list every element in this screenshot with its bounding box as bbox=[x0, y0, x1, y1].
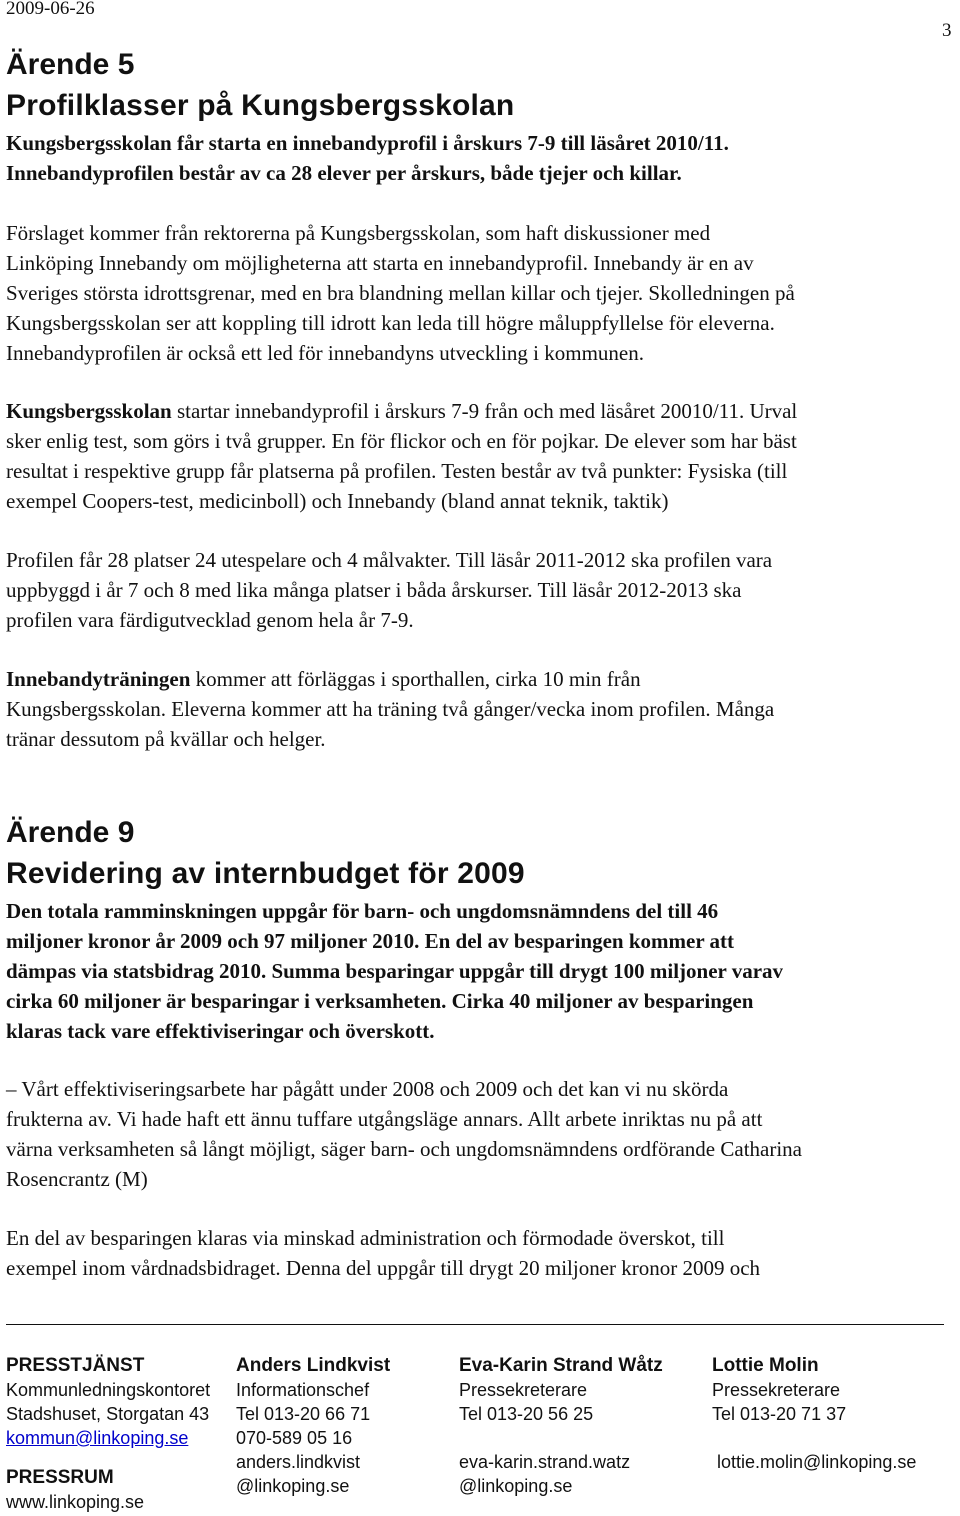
section1-paragraph-2 bbox=[6, 396, 956, 516]
footer-line: Informationschef bbox=[236, 1380, 370, 1400]
section1-paragraph-3 bbox=[6, 545, 956, 635]
text-line: frukterna av. Vi hade haft ett ännu tuffare utgångsläge annars. Allt arbete inriktas nu på att bbox=[6, 1107, 763, 1131]
text-line: dämpas via statsbidrag 2010. Summa besparingar uppgår till drygt 100 miljoner varav bbox=[6, 959, 784, 983]
footer-line: Stadshuset, Storgatan 43 bbox=[6, 1404, 210, 1424]
contact-name: Eva-Karin Strand Wåtz bbox=[459, 1355, 663, 1376]
lead-term: Kungsbergsskolan bbox=[6, 399, 172, 423]
section2-subtitle: Revidering av internbudget för 2009 bbox=[6, 857, 525, 890]
text-line: exempel Coopers-test, medicinboll) och Innebandy (bland annat teknik, taktik) bbox=[6, 489, 669, 513]
section2-paragraph-2 bbox=[6, 1223, 956, 1283]
press-web-link[interactable]: www.linkoping.se bbox=[6, 1492, 145, 1512]
press-email-link[interactable]: kommun@linkoping.se bbox=[6, 1428, 189, 1448]
contact-name: Lottie Molin bbox=[712, 1355, 819, 1376]
section1-paragraph-4 bbox=[6, 664, 956, 754]
page-number: 3 bbox=[942, 20, 952, 41]
text-line: – Vårt effektiviseringsarbete har pågått under 2008 och 2009 och det kan vi nu skörda bbox=[6, 1077, 729, 1101]
text-line: Rosencrantz (M) bbox=[6, 1167, 148, 1191]
footer-line: Pressekreterare bbox=[712, 1380, 841, 1400]
contact-email: eva-karin.strand.watz bbox=[459, 1452, 631, 1472]
text-line bbox=[6, 396, 956, 426]
footer-line: Pressekreterare bbox=[459, 1380, 588, 1400]
footer-line: 070-589 05 16 bbox=[236, 1428, 353, 1448]
footer-line: Kommunledningskontoret bbox=[6, 1380, 211, 1400]
text-line: uppbyggd i år 7 och 8 med lika många platser i båda årskurser. Till läsår 2012-2013 ska bbox=[6, 578, 742, 602]
contact-email: @linkoping.se bbox=[236, 1476, 350, 1496]
text-line: Kungsbergsskolan. Eleverna kommer att ha träning två gånger/vecka inom profilen. Många bbox=[6, 697, 775, 721]
contact-email: lottie.molin@linkoping.se bbox=[717, 1452, 917, 1472]
text-line: Den totala ramminskningen uppgår för barn- och ungdomsnämndens del till 46 bbox=[6, 899, 719, 923]
section2-title: Ärende 9 bbox=[6, 816, 135, 849]
text-line: klaras tack vare effektiviseringar och överskott. bbox=[6, 1019, 435, 1043]
text-run: startar innebandyprofil i årskurs 7-9 från och med läsåret 20010/11. Urval bbox=[171, 399, 798, 423]
section2-quote bbox=[6, 1074, 956, 1194]
text-line: Innebandyprofilen är också ett led för innebandyns utveckling i kommunen. bbox=[6, 341, 644, 365]
text-line: Förslaget kommer från rektorerna på Kungsbergsskolan, som haft diskussioner med bbox=[6, 221, 711, 245]
section1-paragraph-1 bbox=[6, 218, 956, 368]
text-line: profilen vara färdigutvecklad genom hela år 7-9. bbox=[6, 608, 414, 632]
press-room-heading: PRESSRUM bbox=[6, 1467, 114, 1488]
text-line: värna verksamheten så långt möjligt, säger barn- och ungdomsnämndens ordförande Catharina bbox=[6, 1137, 803, 1161]
section1-intro bbox=[6, 128, 956, 188]
text-line bbox=[6, 664, 956, 694]
section1-title: Ärende 5 bbox=[6, 48, 135, 81]
text-line: resultat i respektive grupp får platserna på profilen. Testen består av två punkter: Fysiska (till bbox=[6, 459, 788, 483]
footer-contact-molin bbox=[712, 1354, 916, 1474]
text-line: sker enlig test, som görs i två grupper. En för flickor och en för pojkar. De elever som har bäst bbox=[6, 429, 797, 453]
text-line: Linköping Innebandy om möjligheterna att starta en innebandyprofil. Innebandy är en av bbox=[6, 251, 754, 275]
footer-contact-lindkvist bbox=[236, 1354, 390, 1498]
press-service-heading: PRESSTJÄNST bbox=[6, 1355, 145, 1376]
footer-line: Tel 013-20 66 71 bbox=[236, 1404, 371, 1424]
text-run: kommer att förläggas i sporthallen, cirka 10 min från bbox=[190, 667, 641, 691]
contact-name: Anders Lindkvist bbox=[236, 1355, 391, 1376]
section1-subtitle: Profilklasser på Kungsbergsskolan bbox=[6, 89, 515, 122]
text-line: Profilen får 28 platser 24 utespelare och 4 målvakter. Till läsår 2011-2012 ska profilen vara bbox=[6, 548, 773, 572]
footer-line: Tel 013-20 56 25 bbox=[459, 1404, 594, 1424]
text-line: Kungsbergsskolan ser att koppling till idrott kan leda till högre måluppfyllelse för eleverna. bbox=[6, 311, 775, 335]
contact-email: anders.lindkvist bbox=[236, 1452, 361, 1472]
text-line: tränar dessutom på kvällar och helger. bbox=[6, 727, 326, 751]
lead-term: Innebandyträningen bbox=[6, 667, 191, 691]
contact-email: @linkoping.se bbox=[459, 1476, 573, 1496]
footer-contact-strand-watz bbox=[459, 1354, 663, 1498]
footer-line: Tel 013-20 71 37 bbox=[712, 1404, 847, 1424]
text-line: En del av besparingen klaras via minskad administration och förmodade överskot, till bbox=[6, 1226, 725, 1250]
text-line: miljoner kronor år 2009 och 97 miljoner 2010. En del av besparingen kommer att bbox=[6, 929, 734, 953]
text-line: cirka 60 miljoner är besparingar i verksamheten. Cirka 40 miljoner av besparingen bbox=[6, 989, 754, 1013]
text-line: Innebandyprofilen består av ca 28 elever per årskurs, både tjejer och killar. bbox=[6, 161, 682, 185]
text-line: exempel inom vårdnadsbidraget. Denna del uppgår till drygt 20 miljoner kronor 2009 och bbox=[6, 1256, 761, 1280]
document-date: 2009-06-26 bbox=[6, 0, 95, 19]
footer-divider bbox=[6, 1324, 944, 1325]
text-line: Kungsbergsskolan får starta en innebandyprofil i årskurs 7-9 till läsåret 2010/11. bbox=[6, 131, 729, 155]
text-line: Sveriges största idrottsgrenar, med en bra blandning mellan killar och tjejer. Skolledningen på bbox=[6, 281, 795, 305]
section2-intro bbox=[6, 896, 956, 1046]
footer-press-service bbox=[6, 1354, 210, 1514]
